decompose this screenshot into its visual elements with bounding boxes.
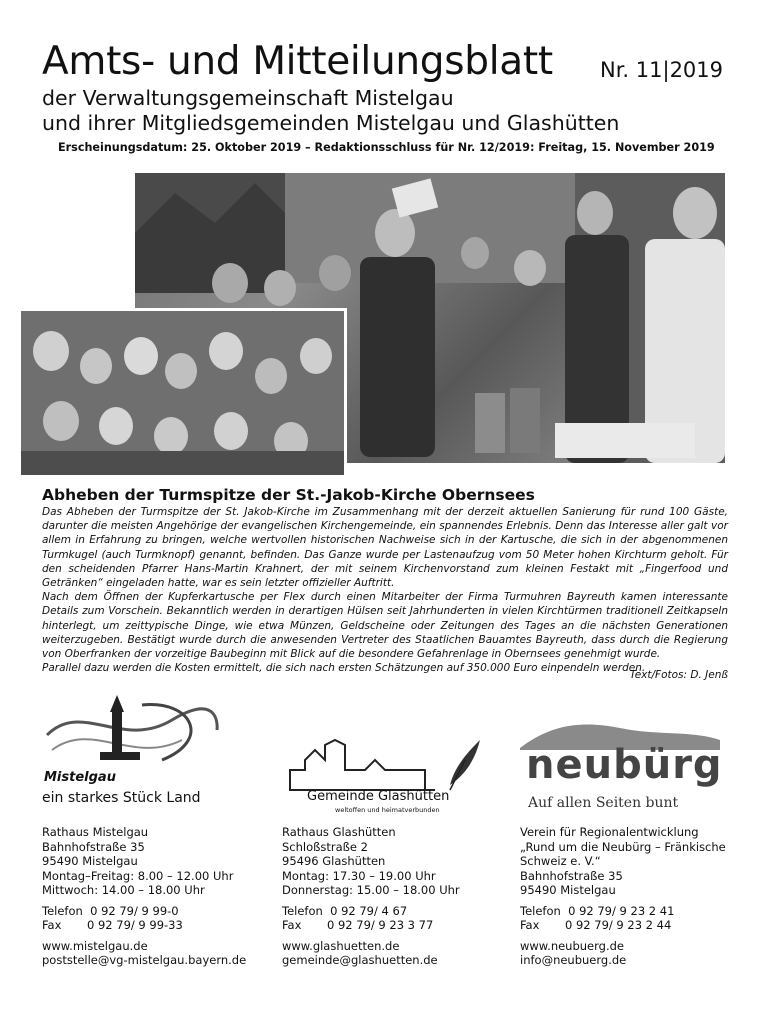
- neuburg-logo-slogan: Auf allen Seiten bunt: [528, 795, 679, 811]
- contact-org: Rathaus Mistelgau: [42, 825, 149, 839]
- glashuetten-castle-icon: [285, 735, 485, 795]
- contact-mistelgau: [42, 825, 246, 968]
- contact-org: Verein für Regionalentwicklung: [520, 825, 699, 839]
- contact-hours: Montag: 17.30 – 19.00 Uhr: [282, 868, 436, 883]
- contact-neuburg: [520, 825, 726, 968]
- contact-hours: Mittwoch: 14.00 – 18.00 Uhr: [42, 883, 205, 897]
- glashuetten-logo: [285, 735, 485, 820]
- newsletter-title: Amts- und Mitteilungsblatt: [42, 39, 553, 84]
- article-paragraph: Das Abheben der Turmspitze der St. Jakob-Kirche im Zusammenhang mit der derzeit aktuellen Sanierung für rund 100 Gäste, darunter die meisten Angehörige der evangelischen Kirchengemeinde, ein spannendes Erlebnis. Denn das Interesse aller galt vor allem in Erfahrung zu bringen, welche wertvollen historischen Nachweise sich in der Kartusche, die sich in der abgenommenen Turmkugel (auch Turmknopf) genannt, befinden. Das Ganze wurde per Lastenaufzug vom 50 Meter hohen Kirchturm geholt. Für den scheidenden Pfarrer Hans-Martin Krahnert, der mit seinem Kirchenvorstand zum kleinen Festakt mit „Fingerfood und Getränken“ eingeladen hatte, war es sein letzter offizieller Auftritt.: [42, 506, 728, 590]
- article-body: [42, 505, 728, 675]
- photo-credit: Text/Fotos: D. Jenß: [629, 669, 728, 681]
- glashuetten-logo-slogan: weltoffen und heimatverbunden: [335, 806, 440, 814]
- contact-org-line: Schweiz e. V.“: [520, 854, 601, 868]
- contact-street: Schloßstraße 2: [282, 839, 368, 854]
- contact-org-line: „Rund um die Neubürg – Fränkische: [520, 839, 726, 854]
- contact-street: Bahnhofstraße 35: [520, 868, 623, 883]
- contact-city: 95490 Mistelgau: [520, 883, 616, 897]
- glashuetten-logo-name: Gemeinde Glashütten: [307, 789, 450, 804]
- contact-website-link[interactable]: www.mistelgau.de: [42, 938, 148, 953]
- neuburg-logo: [520, 720, 723, 815]
- contact-hours: Donnerstag: 15.00 – 18.00 Uhr: [282, 883, 460, 897]
- contact-glashuetten: [282, 825, 460, 968]
- contact-fax: Fax 0 92 79/ 9 99-33: [42, 918, 183, 932]
- contact-website-link[interactable]: www.neubuerg.de: [520, 938, 624, 953]
- mistelgau-logo: [42, 690, 222, 815]
- contact-email-link[interactable]: gemeinde@glashuetten.de: [282, 953, 438, 967]
- contact-street: Bahnhofstraße 35: [42, 839, 145, 854]
- contact-city: 95490 Mistelgau: [42, 854, 138, 868]
- newsletter-subtitle: [42, 86, 619, 136]
- contact-org: Rathaus Glashütten: [282, 825, 396, 839]
- inset-photo-illustration: [21, 311, 344, 475]
- article-title: Abheben der Turmspitze der St.-Jakob-Kirche Obernsees: [42, 486, 535, 504]
- contact-phone: Telefon 0 92 79/ 4 67: [282, 903, 408, 918]
- article-paragraph: Nach dem Öffnen der Kupferkartusche per Flex durch einen Mitarbeiter der Firma Turmuhren Bayreuth kamen interessante Details zum Vorschein. Bekanntlich werden in derartigen Hülsen seit Jahrhunderten in vielen Kirchtürmen traditionell Zeitkapseln hinterlegt, um zeittypische Dinge, wie etwa Münzen, Geldscheine oder Zeitungen des Tages an die nächsten Generationen weiterzugeben. Bestätigt wurde durch die anwesenden Vertreter des Staatlichen Bauamtes Bayreuth, dass durch die Regierung von Oberfranken der vorzeitige Baubeginn mit Blick auf die besondere Gefahrenlage in Obernsees genehmigt wurde.: [42, 591, 728, 661]
- contact-email-link[interactable]: info@neubuerg.de: [520, 953, 627, 967]
- contact-hours: Montag–Freitag: 8.00 – 12.00 Uhr: [42, 868, 234, 883]
- contact-fax: Fax 0 92 79/ 9 23 3 77: [282, 918, 434, 932]
- subtitle-line-2: und ihrer Mitgliedsgemeinden Mistelgau und Glashütten: [42, 111, 620, 135]
- issue-number: Nr. 11|2019: [600, 58, 724, 82]
- contact-fax: Fax 0 92 79/ 9 23 2 44: [520, 918, 672, 932]
- mistelgau-logo-slogan: ein starkes Stück Land: [42, 790, 201, 806]
- publication-info: Erscheinungsdatum: 25. Oktober 2019 – Redaktionsschluss für Nr. 12/2019: Freitag, 15. November 2019: [58, 141, 715, 154]
- mistelgau-emblem-icon: [42, 690, 222, 770]
- contact-email-link[interactable]: poststelle@vg-mistelgau.bayern.de: [42, 953, 247, 967]
- mistelgau-logo-name: Mistelgau: [44, 770, 116, 785]
- neuburg-logo-name: neubürg: [526, 742, 723, 788]
- subtitle-line-1: der Verwaltungsgemeinschaft Mistelgau: [42, 86, 454, 110]
- inset-photo: [18, 308, 347, 478]
- contact-phone: Telefon 0 92 79/ 9 99-0: [42, 903, 179, 918]
- article-paragraph: Parallel dazu werden die Kosten ermittelt, die sich nach ersten Schätzungen auf 350.000 Euro einpendeln werden.: [42, 662, 646, 675]
- contact-city: 95496 Glashütten: [282, 854, 386, 868]
- contact-phone: Telefon 0 92 79/ 9 23 2 41: [520, 903, 675, 918]
- contact-website-link[interactable]: www.glashuetten.de: [282, 938, 400, 953]
